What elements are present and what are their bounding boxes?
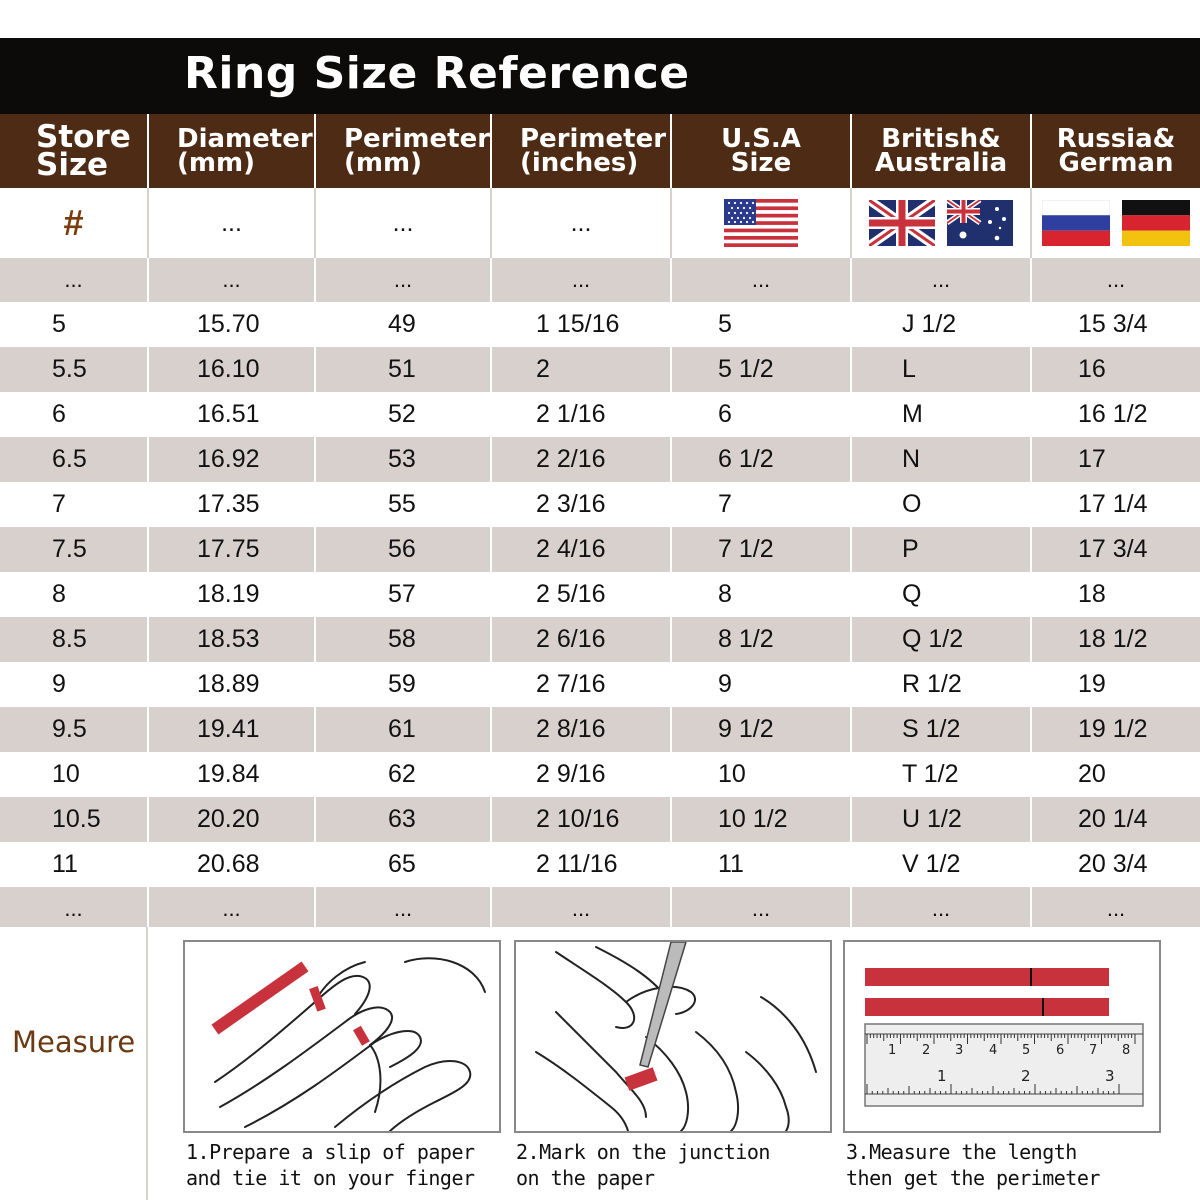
cell-british-australia: M [851, 392, 1031, 437]
cell-perimeter-inches: 2 6/16 [491, 617, 671, 662]
cell-usa-size: 5 1/2 [671, 347, 851, 392]
cell-usa-size: 10 [671, 752, 851, 797]
chart-title: Ring Size Reference [184, 48, 690, 99]
cell-perimeter-inches: 2 4/16 [491, 527, 671, 572]
table-row [0, 617, 1200, 662]
cell-diameter-mm: 17.35 [148, 482, 315, 527]
cell-diameter-mm: 19.84 [148, 752, 315, 797]
cell-perimeter-mm: 63 [315, 797, 491, 842]
hand-marking-pen-icon [516, 942, 830, 1131]
cell-store-size: 10.5 [0, 797, 148, 842]
uk-flag-icon [869, 200, 935, 246]
cell-russia-german: 19 1/2 [1031, 707, 1200, 752]
cell-british-australia: Q 1/2 [851, 617, 1031, 662]
cell-usa-size: 9 [671, 662, 851, 707]
cell-british-australia: Q [851, 572, 1031, 617]
cell-usa-size: 5 [671, 302, 851, 347]
cell-diameter-mm: 19.41 [148, 707, 315, 752]
step-3-caption [846, 1139, 1100, 1191]
flag-row-perimeter-in: ... [491, 188, 671, 258]
header-british-australia: British& Australia [851, 114, 1031, 188]
ruler-cm-3: 3 [955, 1043, 964, 1058]
cell-british-australia: R 1/2 [851, 662, 1031, 707]
cell-diameter-mm: 16.51 [148, 392, 315, 437]
cell-perimeter-mm: 65 [315, 842, 491, 887]
cell-british-australia: L [851, 347, 1031, 392]
cell-perimeter-mm: 56 [315, 527, 491, 572]
cell-store-size: 6 [0, 392, 148, 437]
step-2-illustration [514, 940, 832, 1133]
cell-perimeter-inches: 2 1/16 [491, 392, 671, 437]
cell-usa-size: 7 [671, 482, 851, 527]
table-row [0, 347, 1200, 392]
ruler-cm-5: 5 [1022, 1043, 1031, 1058]
cell-perimeter-inches: 2 3/16 [491, 482, 671, 527]
cell-russia-german: 20 [1031, 752, 1200, 797]
hand-with-paper-strip-icon [185, 942, 499, 1131]
germany-flag-icon [1122, 200, 1190, 246]
table-row [0, 302, 1200, 347]
cell-russia-german: 20 1/4 [1031, 797, 1200, 842]
title-bar [0, 38, 1200, 114]
flag-row-perimeter-mm: ... [315, 188, 491, 258]
ruler-cm-6: 6 [1056, 1043, 1065, 1058]
cell-diameter-mm: 18.53 [148, 617, 315, 662]
ellipsis-cell: ... [491, 887, 671, 931]
russia-flag-icon [1042, 200, 1110, 246]
ellipsis-cell: ... [671, 887, 851, 931]
australia-flag-icon [947, 200, 1013, 246]
ruler-in-2: 2 [1021, 1067, 1031, 1085]
step-1-line-2: and tie it on your finger [186, 1166, 475, 1190]
table-row [0, 842, 1200, 887]
ellipsis-cell: ... [315, 258, 491, 302]
cell-perimeter-inches: 2 9/16 [491, 752, 671, 797]
cell-british-australia: U 1/2 [851, 797, 1031, 842]
cell-russia-german: 18 1/2 [1031, 617, 1200, 662]
table-row [0, 752, 1200, 797]
cell-usa-size: 10 1/2 [671, 797, 851, 842]
header-diameter: Diameter (mm) [148, 114, 315, 188]
hash-symbol: # [63, 202, 84, 243]
russia-germany-flag-cell [1031, 188, 1200, 258]
cell-diameter-mm: 18.89 [148, 662, 315, 707]
usa-flag-icon [724, 199, 798, 247]
cell-diameter-mm: 16.92 [148, 437, 315, 482]
cell-usa-size: 8 [671, 572, 851, 617]
cell-perimeter-inches: 2 8/16 [491, 707, 671, 752]
header-row [0, 114, 1200, 188]
ellipsis-cell: ... [491, 258, 671, 302]
ellipsis-row-bottom [0, 887, 1200, 931]
header-perimeter-inches: Perimeter (inches) [491, 114, 671, 188]
cell-russia-german: 17 [1031, 437, 1200, 482]
header-perimeter-mm: Perimeter (mm) [315, 114, 491, 188]
step-2-line-2: on the paper [516, 1166, 655, 1190]
flag-row-store [0, 188, 148, 258]
ruler-cm-7: 7 [1089, 1043, 1098, 1058]
cell-diameter-mm: 15.70 [148, 302, 315, 347]
header-usa-size: U.S.A Size [671, 114, 851, 188]
flag-row-diameter: ... [148, 188, 315, 258]
ellipsis-cell: ... [851, 887, 1031, 931]
ruler-cm-4: 4 [989, 1043, 998, 1058]
cell-perimeter-mm: 58 [315, 617, 491, 662]
cell-store-size: 7 [0, 482, 148, 527]
cell-store-size: 7.5 [0, 527, 148, 572]
ellipsis-cell: ... [0, 258, 148, 302]
ellipsis-cell: ... [671, 258, 851, 302]
ruler-cm-8: 8 [1122, 1043, 1131, 1058]
cell-perimeter-mm: 53 [315, 437, 491, 482]
table-row [0, 707, 1200, 752]
cell-perimeter-inches: 2 11/16 [491, 842, 671, 887]
cell-store-size: 6.5 [0, 437, 148, 482]
table-row [0, 437, 1200, 482]
cell-british-australia: P [851, 527, 1031, 572]
cell-usa-size: 11 [671, 842, 851, 887]
step-2-caption [516, 1139, 770, 1191]
ellipsis-cell: ... [148, 887, 315, 931]
cell-usa-size: 6 [671, 392, 851, 437]
cell-british-australia: V 1/2 [851, 842, 1031, 887]
measure-section [0, 927, 1200, 1200]
step-3-illustration [843, 940, 1161, 1133]
flag-row [0, 188, 1200, 258]
cell-store-size: 8.5 [0, 617, 148, 662]
step-3-line-2: then get the perimeter [846, 1166, 1100, 1190]
step-1-caption [186, 1139, 475, 1191]
table-row [0, 482, 1200, 527]
cell-british-australia: N [851, 437, 1031, 482]
cell-russia-german: 20 3/4 [1031, 842, 1200, 887]
cell-perimeter-inches: 2 5/16 [491, 572, 671, 617]
cell-diameter-mm: 20.68 [148, 842, 315, 887]
ruler-cm-1: 1 [888, 1043, 897, 1058]
header-russia-german: Russia& German [1031, 114, 1200, 188]
cell-russia-german: 17 1/4 [1031, 482, 1200, 527]
table-row [0, 662, 1200, 707]
cell-russia-german: 15 3/4 [1031, 302, 1200, 347]
ruler-in-3: 3 [1105, 1067, 1115, 1085]
table-row [0, 392, 1200, 437]
cell-perimeter-mm: 62 [315, 752, 491, 797]
cell-russia-german: 17 3/4 [1031, 527, 1200, 572]
ellipsis-cell: ... [0, 887, 148, 931]
cell-store-size: 10 [0, 752, 148, 797]
cell-store-size: 5 [0, 302, 148, 347]
ellipsis-cell: ... [1031, 258, 1200, 302]
cell-perimeter-mm: 55 [315, 482, 491, 527]
cell-perimeter-mm: 57 [315, 572, 491, 617]
table-row [0, 572, 1200, 617]
cell-british-australia: J 1/2 [851, 302, 1031, 347]
cell-russia-german: 19 [1031, 662, 1200, 707]
ellipsis-row-top [0, 258, 1200, 302]
cell-british-australia: S 1/2 [851, 707, 1031, 752]
cell-diameter-mm: 18.19 [148, 572, 315, 617]
measure-label-cell [0, 927, 148, 1200]
ruler-in-1: 1 [937, 1067, 947, 1085]
ellipsis-cell: ... [851, 258, 1031, 302]
cell-perimeter-inches: 2 7/16 [491, 662, 671, 707]
cell-store-size: 9.5 [0, 707, 148, 752]
ellipsis-cell: ... [1031, 887, 1200, 931]
cell-diameter-mm: 20.20 [148, 797, 315, 842]
size-table [0, 114, 1200, 931]
cell-perimeter-mm: 59 [315, 662, 491, 707]
cell-usa-size: 8 1/2 [671, 617, 851, 662]
step-2-line-1: 2.Mark on the junction [516, 1140, 770, 1164]
ruler-measure-icon [845, 942, 1159, 1131]
cell-russia-german: 18 [1031, 572, 1200, 617]
header-store-size: Store Size [0, 114, 148, 188]
cell-perimeter-mm: 61 [315, 707, 491, 752]
cell-british-australia: O [851, 482, 1031, 527]
cell-store-size: 11 [0, 842, 148, 887]
measure-label: Measure [12, 1025, 136, 1059]
table-row [0, 797, 1200, 842]
cell-perimeter-inches: 2 10/16 [491, 797, 671, 842]
step-1-line-1: 1.Prepare a slip of paper [186, 1140, 475, 1164]
cell-russia-german: 16 [1031, 347, 1200, 392]
cell-perimeter-inches: 2 2/16 [491, 437, 671, 482]
cell-usa-size: 9 1/2 [671, 707, 851, 752]
step-1-illustration [183, 940, 501, 1133]
cell-british-australia: T 1/2 [851, 752, 1031, 797]
cell-diameter-mm: 16.10 [148, 347, 315, 392]
table-row [0, 527, 1200, 572]
cell-perimeter-inches: 2 [491, 347, 671, 392]
ellipsis-cell: ... [148, 258, 315, 302]
cell-perimeter-mm: 49 [315, 302, 491, 347]
ruler-cm-2: 2 [922, 1043, 931, 1058]
ellipsis-cell: ... [315, 887, 491, 931]
cell-store-size: 9 [0, 662, 148, 707]
usa-flag-cell [671, 188, 851, 258]
step-3-line-1: 3.Measure the length [846, 1140, 1077, 1164]
cell-store-size: 5.5 [0, 347, 148, 392]
uk-australia-flag-cell [851, 188, 1031, 258]
cell-diameter-mm: 17.75 [148, 527, 315, 572]
cell-usa-size: 7 1/2 [671, 527, 851, 572]
cell-perimeter-mm: 51 [315, 347, 491, 392]
cell-usa-size: 6 1/2 [671, 437, 851, 482]
cell-russia-german: 16 1/2 [1031, 392, 1200, 437]
cell-perimeter-inches: 1 15/16 [491, 302, 671, 347]
cell-perimeter-mm: 52 [315, 392, 491, 437]
cell-store-size: 8 [0, 572, 148, 617]
